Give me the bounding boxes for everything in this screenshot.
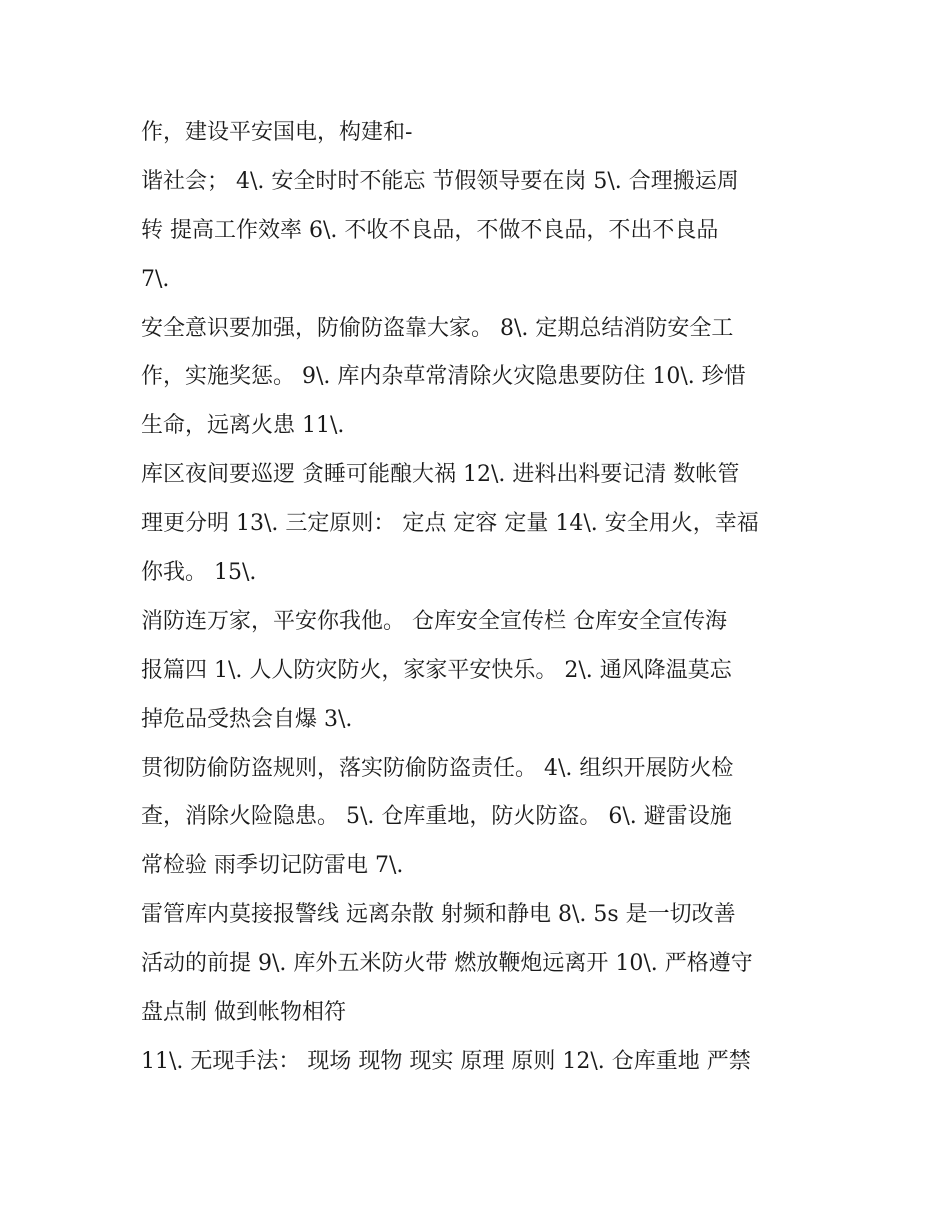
text-line: 报篇四 1\. 人人防灾防火，家家平安快乐。 2\. 通风降温莫忘 — [141, 657, 732, 683]
text-line: 常检验 雨季切记防雷电 7\. — [141, 853, 404, 879]
text-line: 掉危品受热会自爆 3\. — [141, 706, 353, 732]
text-line: 查，消除火险隐患。 5\. 仓库重地，防火防盗。 6\. 避雷设施 — [141, 804, 732, 830]
text-line: 理更分明 13\. 三定原则： 定点 定容 定量 14\. 安全用火，幸福 — [141, 511, 759, 537]
document-body — [141, 109, 821, 1087]
text-line: 你我。 15\. — [141, 560, 257, 586]
text-line: 7\. — [141, 266, 170, 292]
text-line: 安全意识要加强，防偷防盗靠大家。 8\. 定期总结消防安全工 — [141, 315, 734, 341]
text-line: 生命，远离火患 11\. — [141, 413, 345, 439]
text-line: 作，建设平安国电，构建和- — [141, 120, 413, 145]
text-line: 11\. 无现手法： 现场 现物 现实 原理 原则 12\. 仓库重地 严禁 — [141, 1048, 751, 1074]
text-line: 作，实施奖惩。 9\. 库内杂草常清除火灾隐患要防住 10\. 珍惜 — [141, 364, 746, 390]
text-line: 贯彻防偷防盗规则，落实防偷防盗责任。 4\. 组织开展防火检 — [141, 755, 734, 781]
text-line: 活动的前提 9\. 库外五米防火带 燃放鞭炮远离开 10\. 严格遵守 — [141, 951, 753, 977]
text-line: 谐社会； 4\. 安全时时不能忘 节假领导要在岗 5\. 合理搬运周 — [141, 168, 739, 194]
text-line: 库区夜间要巡逻 贪睡可能酿大祸 12\. 进料出料要记清 数帐管 — [141, 462, 740, 488]
text-line: 雷管库内莫接报警线 远离杂散 射频和静电 8\. 5s 是一切改善 — [141, 902, 736, 928]
text-line: 消防连万家，平安你我他。 仓库安全宣传栏 仓库安全宣传海 — [141, 608, 727, 634]
text-line: 转 提高工作效率 6\. 不收不良品，不做不良品，不出不良品 — [141, 217, 719, 243]
text-line: 盘点制 做到帐物相符 — [141, 1000, 346, 1026]
